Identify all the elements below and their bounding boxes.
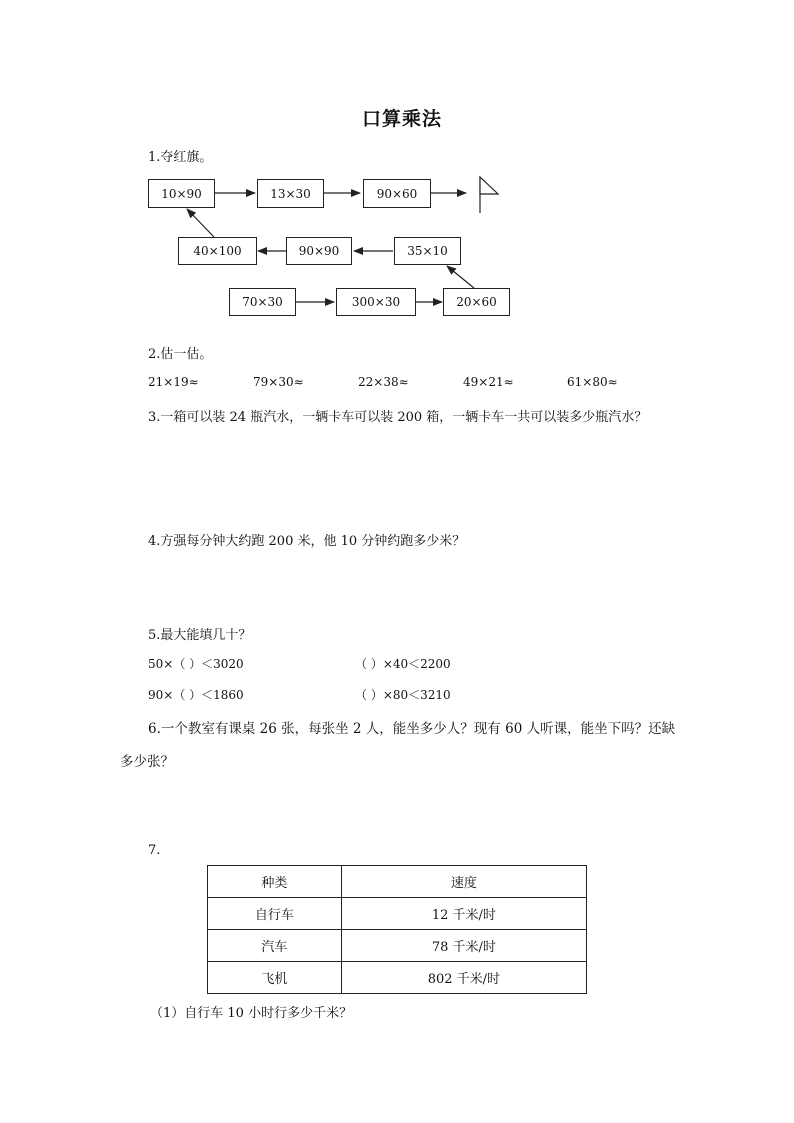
- q5-label: 5.最大能填几十？: [148, 628, 252, 643]
- calc-box-3: 90×60: [363, 179, 431, 208]
- q4-text: 4.方强每分钟大约跑 200 米，他 10 分钟约跑多少米？: [148, 534, 466, 549]
- table-row: [208, 962, 587, 994]
- estimate-item: 79×30≈: [253, 375, 304, 389]
- table-cell: 78 千米/时: [341, 930, 586, 962]
- table-cell: 自行车: [208, 898, 342, 930]
- fill-item: （ ）×80＜3210: [355, 688, 451, 702]
- table-header-cell: 种类: [208, 866, 342, 898]
- calc-box-5: 90×90: [286, 237, 352, 265]
- estimate-item: 49×21≈: [463, 375, 514, 389]
- estimate-item: 21×19≈: [148, 375, 199, 389]
- table-row: [208, 930, 587, 962]
- table-cell: 12 千米/时: [341, 898, 586, 930]
- q3-text: 3.一箱可以装 24 瓶汽水，一辆卡车可以装 200 箱，一辆卡车一共可以装多少瓶汽水？: [148, 410, 648, 425]
- calc-box-1: 10×90: [148, 179, 215, 208]
- fill-item: （ ）×40＜2200: [355, 657, 451, 671]
- calc-box-9: 20×60: [443, 288, 510, 316]
- q1-label: 1.夺红旗。: [148, 150, 213, 165]
- q7-label: 7.: [148, 843, 161, 858]
- page-title: 口算乘法: [362, 108, 443, 130]
- calc-box-8: 300×30: [336, 288, 416, 316]
- calc-box-2: 13×30: [257, 179, 324, 208]
- q2-label: 2.估一估。: [148, 347, 213, 362]
- estimate-item: 22×38≈: [358, 375, 409, 389]
- table-cell: 汽车: [208, 930, 342, 962]
- table-cell: 802 千米/时: [341, 962, 586, 994]
- red-flag-icon: [480, 177, 498, 213]
- q6-text-line1: 6.一个教室有课桌 26 张，每张坐 2 人，能坐多少人？现有 60 人听课，能坐下吗？还缺: [148, 721, 676, 737]
- table-header-row: [208, 866, 587, 898]
- estimate-item: 61×80≈: [567, 375, 618, 389]
- table-cell: 飞机: [208, 962, 342, 994]
- calc-box-4: 40×100: [178, 237, 257, 265]
- q7-sub1-text: （1）自行车 10 小时行多少千米？: [150, 1006, 353, 1021]
- table-row: [208, 898, 587, 930]
- table-header-cell: 速度: [341, 866, 586, 898]
- arrow-6: [447, 266, 474, 288]
- speed-table: [207, 865, 587, 994]
- calc-box-7: 70×30: [229, 288, 296, 316]
- q6-text-line2: 多少张？: [120, 754, 174, 770]
- calc-box-6: 35×10: [394, 237, 461, 265]
- arrow-9: [187, 209, 214, 237]
- fill-item: 90×（ ）＜1860: [148, 688, 244, 702]
- fill-item: 50×（ ）＜3020: [148, 657, 244, 671]
